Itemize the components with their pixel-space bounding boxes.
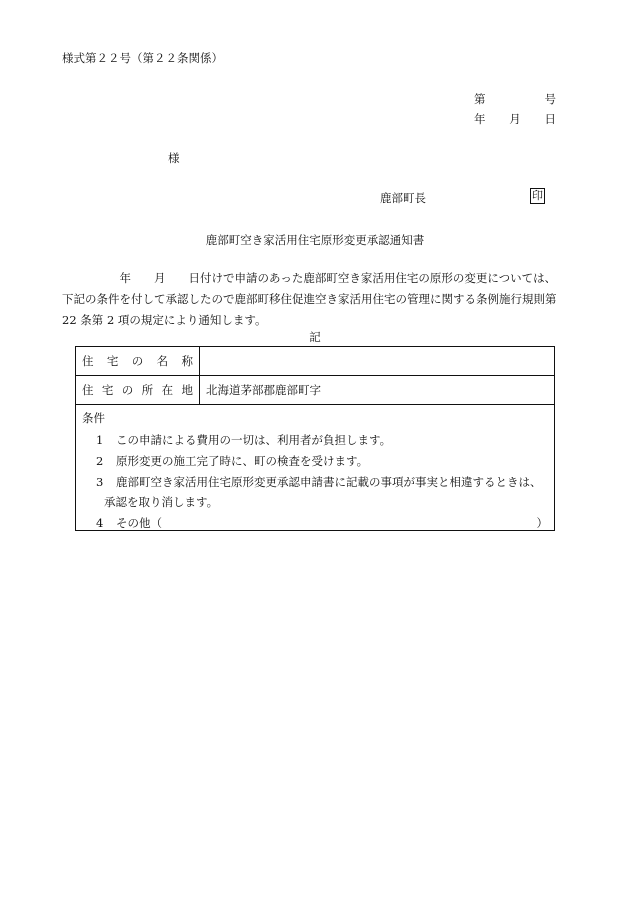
issuer: 鹿部町長 (380, 191, 426, 205)
condition-item-3: 3 鹿部町空き家活用住宅原形変更承認申請書に記載の事項が事実と相違するときは、 (96, 475, 542, 489)
housing-info-table (75, 346, 555, 405)
body-line-2: 下記の条件を付して承認したので鹿部町移住促進空き家活用住宅の管理に関する条例施行規則第 (62, 292, 557, 306)
housing-location-field[interactable]: 北海道茅部郡鹿部町字 (200, 376, 555, 405)
condition-item-2: 2 原形変更の施工完了時に、町の検査を受けます。 (96, 454, 369, 468)
body-line-1: 年 月 日付けで申請のあった鹿部町空き家活用住宅の原形の変更については、 (62, 271, 557, 285)
document-title: 鹿部町空き家活用住宅原形変更承認通知書 (205, 233, 425, 247)
date-day: 日 (544, 112, 556, 126)
table-row (76, 376, 555, 405)
date-year: 年 (474, 112, 486, 126)
conditions-title: 条件 (82, 411, 105, 425)
body-line-3: 22 条第 2 項の規定により通知します。 (62, 313, 267, 327)
housing-location-label: 住 宅 の 所 在 地 (76, 376, 200, 405)
doc-number-go: 号 (544, 92, 556, 106)
addressee-suffix: 様 (168, 151, 180, 165)
date-month: 月 (509, 112, 521, 126)
condition-other-close: ） (536, 516, 548, 530)
condition-item-1: 1 この申請による費用の一切は、利用者が負担します。 (96, 433, 392, 447)
seal-mark: 印 (532, 189, 543, 202)
doc-number-dai: 第 (474, 92, 486, 106)
form-number: 様式第２２号（第２２条関係） (62, 51, 223, 65)
condition-item-3-continued: 承認を取り消します。 (104, 495, 219, 509)
condition-item-4: 4 その他（ (96, 516, 162, 530)
conditions-box (75, 404, 555, 531)
notice-body (62, 268, 562, 331)
table-row (76, 347, 555, 376)
issue-date (474, 111, 556, 127)
housing-name-field[interactable] (200, 347, 555, 376)
ki-heading: 記 (309, 330, 321, 344)
housing-name-label: 住 宅 の 名 称 (76, 347, 200, 376)
document-number (474, 91, 556, 107)
